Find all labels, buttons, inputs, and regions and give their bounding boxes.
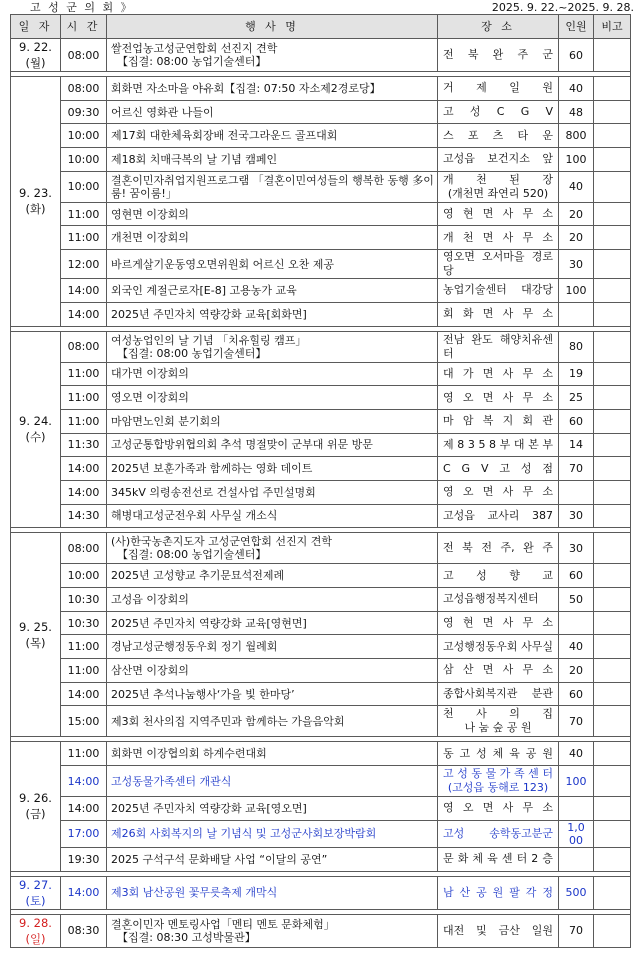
event-title: 경남고성군행정동우회 정기 월례회 [111, 640, 278, 654]
place-cell: 삼 산 면 사 무 소 [438, 659, 559, 683]
place-line: 천 사 의 집 [443, 707, 553, 721]
event-cell [107, 682, 438, 706]
people-cell: 80 [559, 331, 594, 362]
remark-cell [594, 250, 631, 279]
event-note: 【집결: 08:30 고성박물관】 [117, 930, 256, 944]
people-cell: 100 [559, 279, 594, 303]
time-cell: 17:00 [61, 820, 107, 847]
event-cell [107, 635, 438, 659]
place-cell: 종합사회복지관 분관 [438, 682, 559, 706]
remark-cell [594, 706, 631, 737]
event-title: 제3회 남산공원 꽃무릇축제 개막식 [111, 886, 278, 899]
date-text: 9. 24. [19, 414, 52, 429]
event-title: 제18회 치매극복의 날 기념 캠페인 [111, 152, 278, 166]
event-cell [107, 533, 438, 564]
place-cell: 전 북 전 주, 완 주 [438, 533, 559, 564]
date-text: 9. 22. [19, 40, 52, 54]
weekday-text: (월) [25, 56, 46, 70]
people-cell: 14 [559, 433, 594, 457]
table-row [11, 331, 631, 362]
people-cell [559, 480, 594, 504]
place-cell: 고성 송학동고분군 [438, 820, 559, 847]
date-text: 9. 28. [19, 915, 52, 930]
date-text: 9. 25. [19, 619, 52, 634]
people-cell: 60 [559, 564, 594, 588]
remark-cell [594, 564, 631, 588]
weekday-text: (수) [25, 430, 46, 445]
event-cell [107, 659, 438, 683]
place-cell: 대 가 면 사 무 소 [438, 362, 559, 386]
people-cell: 60 [559, 409, 594, 433]
time-cell: 11:00 [61, 742, 107, 766]
table-row [11, 362, 631, 386]
time-cell: 10:00 [61, 148, 107, 172]
col-event: 행 사 명 [107, 15, 438, 39]
people-cell: 30 [559, 504, 594, 528]
event-title: 회화면 이장협의회 하계수련대회 [111, 747, 267, 761]
time-cell: 10:00 [61, 124, 107, 148]
event-cell [107, 847, 438, 871]
table-row [11, 504, 631, 528]
event-cell [107, 77, 438, 101]
people-cell [559, 611, 594, 635]
time-cell: 14:00 [61, 457, 107, 481]
place-cell: 영 오 면 사 무 소 [438, 386, 559, 410]
event-cell [107, 797, 438, 821]
event-cell [107, 564, 438, 588]
event-title: 결혼이민자 멘토링사업「멘티 멘토 문화체험」 [111, 917, 335, 931]
event-cell [107, 914, 438, 947]
place-cell: 영 현 면 사 무 소 [438, 611, 559, 635]
table-row [11, 876, 631, 909]
time-cell: 08:00 [61, 331, 107, 362]
event-cell [107, 250, 438, 279]
agency-name: 고 성 군 의 회 》 [30, 1, 134, 14]
place-line-2: (고성읍 동해로 123) [447, 781, 549, 795]
time-cell: 19:30 [61, 847, 107, 871]
table-row [11, 914, 631, 947]
place-line: 개 천 된 장 [443, 172, 553, 186]
time-cell: 14:00 [61, 876, 107, 909]
event-title: 제26회 사회복지의 날 기념식 및 고성군사회보장박람회 [111, 827, 377, 841]
event-title: 어르신 영화관 나들이 [111, 105, 214, 119]
remark-cell [594, 742, 631, 766]
people-cell: 70 [559, 914, 594, 947]
place-cell: 농업기술센터 대강당 [438, 279, 559, 303]
time-cell: 11:00 [61, 226, 107, 250]
event-title: 2025년 고성향교 추기문묘석전제례 [111, 569, 285, 583]
event-title: 영현면 이장회의 [111, 207, 189, 221]
event-cell [107, 39, 438, 72]
event-title: (사)한국농촌지도자 고성군연합회 선진지 견학 [111, 535, 332, 549]
time-cell: 14:00 [61, 480, 107, 504]
event-cell [107, 820, 438, 847]
event-title: 대가면 이장회의 [111, 367, 189, 381]
place-cell: 고성읍 보건지소 앞 [438, 148, 559, 172]
place-line: 고 성 동 물 가 족 센 터 [443, 767, 553, 781]
remark-cell [594, 100, 631, 124]
remark-cell [594, 876, 631, 909]
time-cell: 08:00 [61, 77, 107, 101]
remark-cell [594, 847, 631, 871]
event-cell [107, 480, 438, 504]
table-row [11, 480, 631, 504]
col-place: 장 소 [438, 15, 559, 39]
time-cell: 14:00 [61, 682, 107, 706]
time-cell: 14:00 [61, 766, 107, 797]
table-row [11, 797, 631, 821]
table-row [11, 302, 631, 326]
event-note: 【집결: 08:00 농업기술센터】 [117, 346, 267, 360]
date-cell [11, 742, 61, 871]
event-cell [107, 100, 438, 124]
date-cell [11, 39, 61, 72]
people-cell: 100 [559, 766, 594, 797]
event-cell [107, 202, 438, 226]
time-cell: 12:00 [61, 250, 107, 279]
event-cell [107, 876, 438, 909]
place-cell: 고성읍행정복지센터 [438, 588, 559, 612]
event-cell [107, 386, 438, 410]
col-people: 인원 [559, 15, 594, 39]
remark-cell [594, 362, 631, 386]
people-cell: 48 [559, 100, 594, 124]
remark-cell [594, 588, 631, 612]
event-cell [107, 362, 438, 386]
place-cell: 영 현 면 사 무 소 [438, 202, 559, 226]
date-cell [11, 876, 61, 909]
remark-cell [594, 635, 631, 659]
weekday-text: (목) [25, 635, 46, 650]
people-cell: 500 [559, 876, 594, 909]
event-title: 영오면 이장회의 [111, 391, 189, 405]
table-row [11, 279, 631, 303]
place-cell [438, 171, 559, 202]
time-cell: 08:00 [61, 533, 107, 564]
col-date: 일 자 [11, 15, 61, 39]
remark-cell [594, 914, 631, 947]
remark-cell [594, 504, 631, 528]
time-cell: 15:00 [61, 706, 107, 737]
table-row [11, 742, 631, 766]
table-row [11, 847, 631, 871]
time-cell: 14:00 [61, 302, 107, 326]
people-cell [559, 302, 594, 326]
time-cell: 11:30 [61, 433, 107, 457]
date-cell [11, 77, 61, 327]
event-title: 결혼이민자취업지원프로그램 「결혼이민여성들의 행복한 동행 多이룸! 꿈이룸!」 [111, 173, 434, 200]
time-cell: 11:00 [61, 386, 107, 410]
place-cell: 전 북 완 주 군 [438, 39, 559, 72]
event-note: 【집결: 08:00 농업기술센터】 [117, 55, 267, 68]
place-cell: 문 화 체 육 센 터 2 층 [438, 847, 559, 871]
table-row [11, 148, 631, 172]
event-title: 제3회 천사의집 지역주민과 함께하는 가을음악회 [111, 714, 345, 728]
place-cell [438, 706, 559, 737]
date-text: 9. 27. [19, 877, 52, 892]
event-cell [107, 409, 438, 433]
event-title: 개천면 이장회의 [111, 231, 189, 245]
table-row [11, 635, 631, 659]
col-remark: 비고 [594, 15, 631, 39]
table-row [11, 124, 631, 148]
table-row [11, 588, 631, 612]
time-cell: 14:00 [61, 797, 107, 821]
remark-cell [594, 226, 631, 250]
people-cell: 20 [559, 202, 594, 226]
event-cell [107, 302, 438, 326]
event-title: 2025 구석구석 문화배달 사업 “이달의 공연” [111, 852, 328, 866]
event-cell [107, 706, 438, 737]
weekday-text: (금) [25, 807, 46, 822]
event-title: 회화면 자소마을 야유회【집결: 07:50 자소제2경로당】 [111, 81, 381, 95]
remark-cell [594, 766, 631, 797]
table-row [11, 409, 631, 433]
remark-cell [594, 124, 631, 148]
people-cell: 1,000 [559, 820, 594, 847]
date-cell [11, 533, 61, 737]
time-cell: 11:00 [61, 409, 107, 433]
table-row [11, 226, 631, 250]
time-cell: 11:00 [61, 362, 107, 386]
place-cell: C G V 고 성 점 [438, 457, 559, 481]
table-row [11, 171, 631, 202]
place-cell: 전남 완도 해양치유센터 [438, 331, 559, 362]
time-cell: 11:00 [61, 635, 107, 659]
event-title: 2025년 추석나눔행사‘가을 빛 한마당’ [111, 687, 295, 701]
place-cell: 영 오 면 사 무 소 [438, 797, 559, 821]
time-cell: 08:00 [61, 39, 107, 72]
table-row [11, 386, 631, 410]
remark-cell [594, 202, 631, 226]
people-cell [559, 847, 594, 871]
schedule-table [10, 14, 631, 948]
time-cell: 10:00 [61, 171, 107, 202]
remark-cell [594, 611, 631, 635]
table-row [11, 659, 631, 683]
event-title: 2025년 보훈가족과 함께하는 영화 데이트 [111, 462, 313, 476]
table-row [11, 533, 631, 564]
event-title: 여성농업인의 날 기념 「치유힐링 캠프」 [111, 333, 307, 347]
place-cell: 고 성 C G V [438, 100, 559, 124]
time-cell: 08:30 [61, 914, 107, 947]
column-header-row [11, 15, 631, 39]
event-title: 쌀전업농고성군연합회 선진지 견학 [111, 42, 278, 55]
place-cell: 영오면 오서마을 경로당 [438, 250, 559, 279]
event-cell [107, 171, 438, 202]
event-note: 【집결: 08:00 농업기술센터】 [117, 548, 267, 562]
time-cell: 11:00 [61, 202, 107, 226]
time-cell: 11:00 [61, 659, 107, 683]
remark-cell [594, 39, 631, 72]
event-cell [107, 457, 438, 481]
remark-cell [594, 533, 631, 564]
time-cell: 14:30 [61, 504, 107, 528]
remark-cell [594, 171, 631, 202]
time-cell: 10:30 [61, 611, 107, 635]
page-header [0, 0, 640, 14]
date-cell [11, 331, 61, 528]
place-cell: 거 제 일 원 [438, 77, 559, 101]
remark-cell [594, 480, 631, 504]
event-title: 고성동물가족센터 개관식 [111, 774, 232, 788]
place-cell: 영 오 면 사 무 소 [438, 480, 559, 504]
remark-cell [594, 659, 631, 683]
people-cell: 20 [559, 659, 594, 683]
event-title: 2025년 주민자치 역량강화 교육[영현면] [111, 616, 307, 630]
col-time: 시 간 [61, 15, 107, 39]
time-cell: 09:30 [61, 100, 107, 124]
table-row [11, 457, 631, 481]
table-row [11, 250, 631, 279]
weekday-text: (토) [25, 893, 46, 908]
place-cell: 스 포 츠 타 운 [438, 124, 559, 148]
people-cell: 30 [559, 533, 594, 564]
place-cell: 회 화 면 사 무 소 [438, 302, 559, 326]
remark-cell [594, 797, 631, 821]
place-cell: 마 암 복 지 회 관 [438, 409, 559, 433]
place-cell: 고성행정동우회 사무실 [438, 635, 559, 659]
place-line-2: 나 눔 숲 공 원 [464, 721, 532, 735]
event-cell [107, 124, 438, 148]
event-cell [107, 766, 438, 797]
people-cell: 19 [559, 362, 594, 386]
event-cell [107, 279, 438, 303]
remark-cell [594, 682, 631, 706]
place-cell: 개 천 면 사 무 소 [438, 226, 559, 250]
place-cell: 고성읍 교사리 387 [438, 504, 559, 528]
table-row [11, 706, 631, 737]
people-cell: 70 [559, 706, 594, 737]
table-row [11, 100, 631, 124]
time-cell: 10:30 [61, 588, 107, 612]
people-cell: 40 [559, 742, 594, 766]
remark-cell [594, 409, 631, 433]
table-row [11, 820, 631, 847]
date-text: 9. 26. [19, 791, 52, 806]
event-title: 삼산면 이장회의 [111, 663, 189, 677]
remark-cell [594, 433, 631, 457]
people-cell: 70 [559, 457, 594, 481]
event-title: 고성읍 이장회의 [111, 592, 189, 606]
event-cell [107, 611, 438, 635]
remark-cell [594, 279, 631, 303]
time-cell: 10:00 [61, 564, 107, 588]
table-row [11, 766, 631, 797]
schedule-body [11, 39, 631, 948]
remark-cell [594, 331, 631, 362]
remark-cell [594, 302, 631, 326]
event-title: 2025년 주민자치 역량강화 교육[영오면] [111, 801, 307, 815]
weekday-text: (일) [25, 931, 46, 946]
event-cell [107, 742, 438, 766]
people-cell [559, 797, 594, 821]
remark-cell [594, 386, 631, 410]
event-title: 345kV 의령송전선로 건설사업 주민설명회 [111, 485, 316, 499]
time-cell: 14:00 [61, 279, 107, 303]
table-row [11, 611, 631, 635]
table-row [11, 77, 631, 101]
remark-cell [594, 820, 631, 847]
place-line-2: (개천면 좌연리 520) [447, 186, 549, 200]
people-cell: 40 [559, 77, 594, 101]
event-title: 2025년 주민자치 역량강화 교육[회화면] [111, 307, 307, 321]
event-title: 마암면노인회 분기회의 [111, 414, 221, 428]
event-title: 고성군통합방위협의회 추석 명절맞이 군부대 위문 방문 [111, 438, 373, 452]
event-title: 바르게살기운동영오면위원회 어르신 오찬 제공 [111, 257, 335, 271]
weekday-text: (화) [25, 202, 46, 217]
people-cell: 800 [559, 124, 594, 148]
place-cell [438, 766, 559, 797]
event-cell [107, 148, 438, 172]
table-row [11, 202, 631, 226]
event-cell [107, 504, 438, 528]
people-cell: 100 [559, 148, 594, 172]
place-cell: 대전 및 금산 일원 [438, 914, 559, 947]
remark-cell [594, 148, 631, 172]
table-row [11, 39, 631, 72]
place-cell: 고 성 향 교 [438, 564, 559, 588]
table-row [11, 564, 631, 588]
date-text: 9. 23. [19, 186, 52, 201]
event-title: 제17회 대한체육회장배 전국그라운드 골프대회 [111, 129, 338, 143]
table-row [11, 433, 631, 457]
place-cell: 동 고 성 체 육 공 원 [438, 742, 559, 766]
event-cell [107, 588, 438, 612]
event-cell [107, 433, 438, 457]
event-title: 외국인 계절근로자[E-8] 고용농가 교육 [111, 283, 297, 297]
people-cell: 20 [559, 226, 594, 250]
event-title: 해병대고성군전우회 사무실 개소식 [111, 509, 278, 523]
table-row [11, 682, 631, 706]
event-cell [107, 226, 438, 250]
date-cell [11, 914, 61, 947]
people-cell: 60 [559, 39, 594, 72]
people-cell: 60 [559, 682, 594, 706]
people-cell: 40 [559, 635, 594, 659]
people-cell: 30 [559, 250, 594, 279]
remark-cell [594, 77, 631, 101]
remark-cell [594, 457, 631, 481]
period-range: 2025. 9. 22.~2025. 9. 28. [491, 1, 634, 14]
people-cell: 40 [559, 171, 594, 202]
place-cell: 제 8 3 5 8 부 대 본 부 [438, 433, 559, 457]
people-cell: 50 [559, 588, 594, 612]
people-cell: 25 [559, 386, 594, 410]
event-cell [107, 331, 438, 362]
place-cell: 남 산 공 원 팔 각 정 [438, 876, 559, 909]
